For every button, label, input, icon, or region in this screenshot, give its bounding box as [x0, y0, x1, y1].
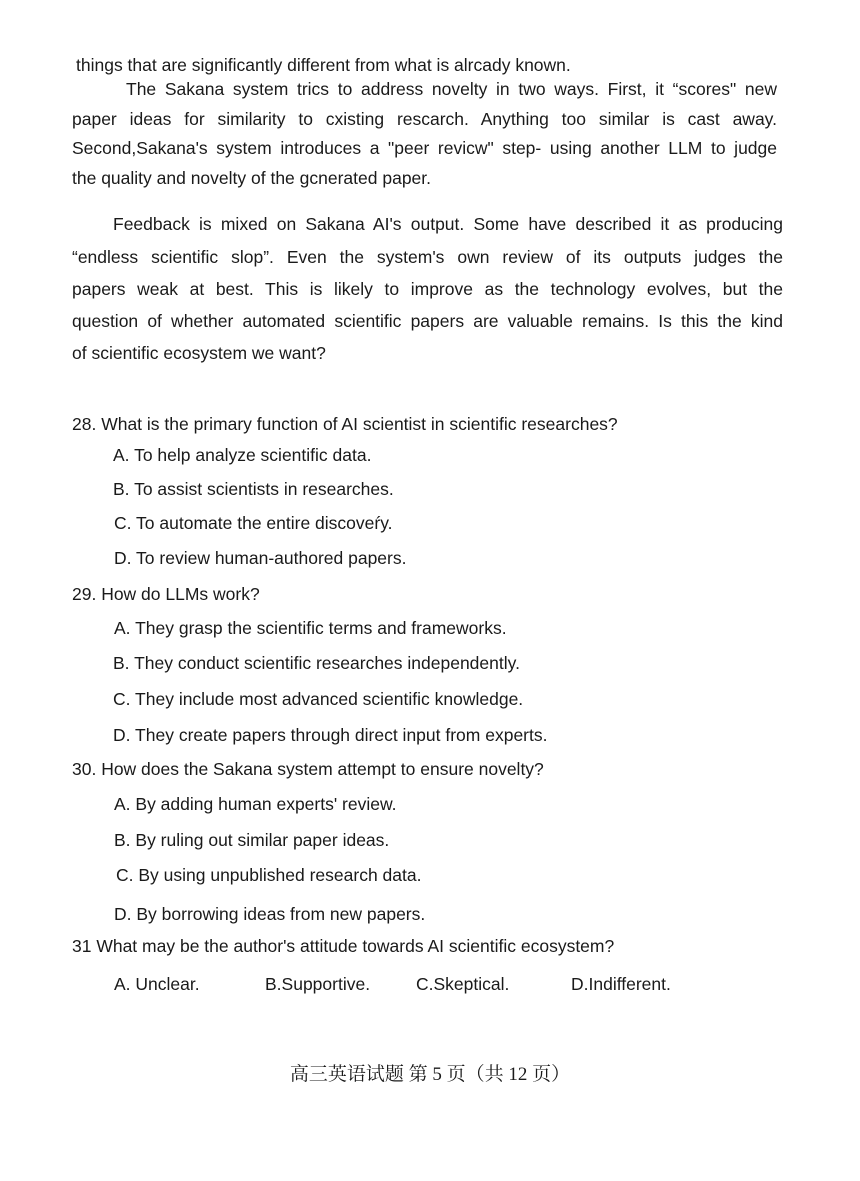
passage-line: The Sakana system trics to address novelty in two ways. First, it “scores" new [126, 79, 777, 99]
passage-line: paper ideas for similarity to cxisting rescarch. Anything too similar is cast away. [72, 109, 777, 129]
option-d: D. To review human-authored papers. [114, 548, 407, 568]
passage-line: things that are significantly different from what is alrcady known. [76, 55, 571, 75]
passage-line: question of whether automated scientific papers are valuable remains. Is this the kind [72, 311, 783, 331]
question-stem: 29. How do LLMs work? [72, 584, 260, 604]
option-d: D. By borrowing ideas from new papers. [114, 904, 426, 924]
passage-line: Second,Sakana's system introduces a "peer revicw" step- using another LLM to judge [72, 138, 777, 158]
option-b: B. They conduct scientific researches independently. [113, 653, 520, 673]
passage-line: “endless scientific slop”. Even the system's own review of its outputs judges the [72, 247, 783, 267]
option-c: C. They include most advanced scientific knowledge. [113, 689, 524, 709]
option-b: B. By ruling out similar paper ideas. [114, 830, 390, 850]
option-a: A. They grasp the scientific terms and frameworks. [114, 618, 507, 638]
option-a: A. To help analyze scientific data. [113, 445, 372, 465]
question-stem: 31 What may be the author's attitude towards AI scientific ecosystem? [72, 936, 615, 956]
question-stem: 28. What is the primary function of AI scientist in scientific researches? [72, 414, 618, 434]
option-c: C. By using unpublished research data. [116, 865, 422, 885]
page-footer: 高三英语试题 第 5 页（共 12 页） [289, 1064, 571, 1085]
option-c: C.Skeptical. [416, 974, 510, 994]
passage-line: Feedback is mixed on Sakana AI's output. Some have described it as producing [113, 214, 783, 234]
option-d: D.Indifferent. [571, 974, 671, 994]
passage-line: the quality and novelty of the gcnerated paper. [72, 168, 432, 188]
option-a: A. By adding human experts' review. [114, 794, 397, 814]
passage-line: of scientific ecosystem we want? [72, 343, 326, 363]
option-a: A. Unclear. [114, 974, 200, 994]
option-b: B.Supportive. [265, 974, 371, 994]
question-stem: 30. How does the Sakana system attempt to ensure novelty? [72, 759, 544, 779]
option-b: B. To assist scientists in researches. [113, 479, 394, 499]
option-d: D. They create papers through direct input from experts. [113, 725, 548, 745]
option-c: C. To automate the entire discoveŕy. [114, 513, 393, 533]
passage-line: papers weak at best. This is likely to improve as the technology evolves, but the [72, 279, 783, 299]
